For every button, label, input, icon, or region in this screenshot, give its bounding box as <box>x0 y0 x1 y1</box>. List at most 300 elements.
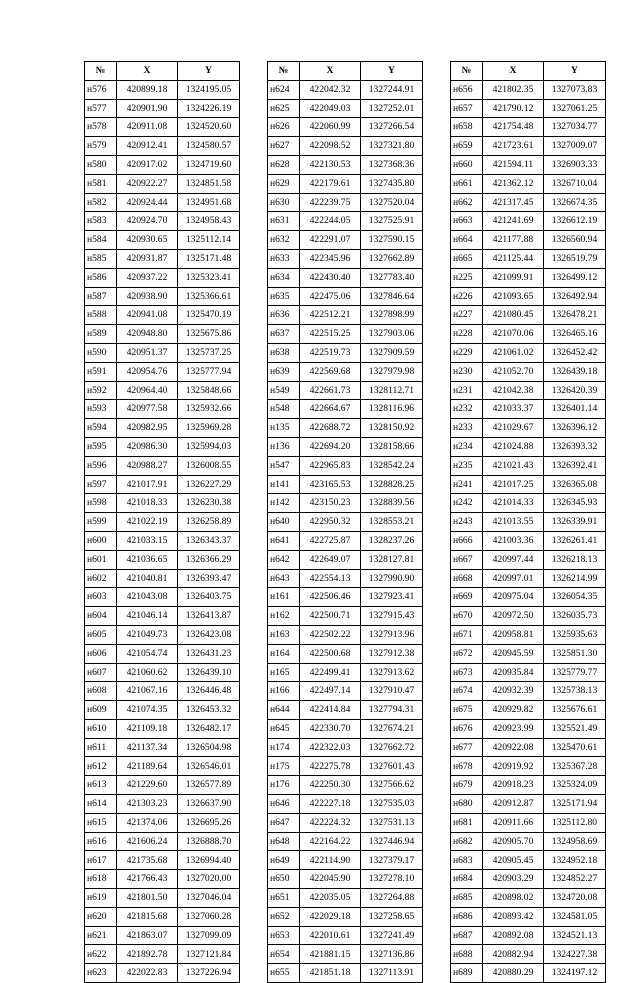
x-coordinate-cell: 420986.30 <box>117 437 178 456</box>
y-coordinate-cell: 1326345.93 <box>544 494 606 513</box>
y-coordinate-cell: 1326423.08 <box>178 625 240 644</box>
x-coordinate-cell: 420892.08 <box>483 926 544 945</box>
table-row <box>85 475 240 494</box>
y-coordinate-cell: 1328112.71 <box>361 381 423 400</box>
y-coordinate-cell: 1326637.90 <box>178 795 240 814</box>
table-header-row <box>268 62 423 81</box>
x-coordinate-cell: 421303.23 <box>117 795 178 814</box>
point-number-cell: н633 <box>268 249 300 268</box>
y-coordinate-cell: 1324195.05 <box>178 80 240 99</box>
x-coordinate-cell: 422515.25 <box>300 325 361 344</box>
y-coordinate-cell: 1325367.28 <box>544 757 606 776</box>
y-coordinate-cell: 1325112.80 <box>544 813 606 832</box>
y-coordinate-cell: 1327046.04 <box>178 889 240 908</box>
point-number-cell: н621 <box>85 926 117 945</box>
header-x: X <box>117 62 178 81</box>
point-number-cell: н644 <box>268 701 300 720</box>
table-row <box>268 926 423 945</box>
point-number-cell: н672 <box>451 644 483 663</box>
table-row <box>85 494 240 513</box>
x-coordinate-cell: 421241.69 <box>483 212 544 231</box>
x-coordinate-cell: 422045.90 <box>300 870 361 889</box>
point-number-cell: н678 <box>451 757 483 776</box>
table-row <box>451 475 606 494</box>
table-row <box>268 663 423 682</box>
x-coordinate-cell: 420922.08 <box>483 738 544 757</box>
table-row <box>451 738 606 757</box>
y-coordinate-cell: 1327912.38 <box>361 644 423 663</box>
y-coordinate-cell: 1326465.16 <box>544 325 606 344</box>
point-number-cell: н142 <box>268 494 300 513</box>
header-x: X <box>300 62 361 81</box>
point-number-cell: н598 <box>85 494 117 513</box>
table-row <box>85 719 240 738</box>
table-row <box>268 531 423 550</box>
point-number-cell: н232 <box>451 400 483 419</box>
table-row <box>268 155 423 174</box>
y-coordinate-cell: 1327674.21 <box>361 719 423 738</box>
x-coordinate-cell: 421036.65 <box>117 550 178 569</box>
x-coordinate-cell: 421022.19 <box>117 513 178 532</box>
point-number-cell: н615 <box>85 813 117 832</box>
x-coordinate-cell: 421766.43 <box>117 870 178 889</box>
point-number-cell: н646 <box>268 795 300 814</box>
point-number-cell: н670 <box>451 607 483 626</box>
table-row <box>85 531 240 550</box>
x-coordinate-cell: 421017.91 <box>117 475 178 494</box>
table-row <box>451 644 606 663</box>
table-row <box>268 137 423 156</box>
table-row <box>451 964 606 983</box>
y-coordinate-cell: 1326261.41 <box>544 531 606 550</box>
x-coordinate-cell: 422512.21 <box>300 306 361 325</box>
point-number-cell: н585 <box>85 249 117 268</box>
x-coordinate-cell: 422322.03 <box>300 738 361 757</box>
y-coordinate-cell: 1327662.89 <box>361 249 423 268</box>
point-number-cell: н683 <box>451 851 483 870</box>
point-number-cell: н624 <box>268 80 300 99</box>
point-number-cell: н619 <box>85 889 117 908</box>
table-row <box>268 776 423 795</box>
x-coordinate-cell: 422291.07 <box>300 231 361 250</box>
x-coordinate-cell: 420935.84 <box>483 663 544 682</box>
table-row <box>268 625 423 644</box>
y-coordinate-cell: 1326396.12 <box>544 419 606 438</box>
y-coordinate-cell: 1325851.30 <box>544 644 606 663</box>
y-coordinate-cell: 1325676.61 <box>544 701 606 720</box>
x-coordinate-cell: 422010.61 <box>300 926 361 945</box>
point-number-cell: н643 <box>268 569 300 588</box>
x-coordinate-cell: 422500.68 <box>300 644 361 663</box>
table-row <box>268 475 423 494</box>
y-coordinate-cell: 1324720.08 <box>544 889 606 908</box>
y-coordinate-cell: 1326504.98 <box>178 738 240 757</box>
table-row <box>85 625 240 644</box>
y-coordinate-cell: 1325737.25 <box>178 343 240 362</box>
y-coordinate-cell: 1327846.64 <box>361 287 423 306</box>
x-coordinate-cell: 421018.33 <box>117 494 178 513</box>
point-number-cell: н175 <box>268 757 300 776</box>
table-row <box>451 926 606 945</box>
x-coordinate-cell: 421723.61 <box>483 137 544 156</box>
x-coordinate-cell: 420919.92 <box>483 757 544 776</box>
table-row <box>451 494 606 513</box>
x-coordinate-cell: 420924.70 <box>117 212 178 231</box>
x-coordinate-cell: 422725.87 <box>300 531 361 550</box>
y-coordinate-cell: 1327258.65 <box>361 907 423 926</box>
x-coordinate-cell: 421046.14 <box>117 607 178 626</box>
y-coordinate-cell: 1325112.14 <box>178 231 240 250</box>
x-coordinate-cell: 421080.45 <box>483 306 544 325</box>
x-coordinate-cell: 422569.68 <box>300 362 361 381</box>
x-coordinate-cell: 420951.37 <box>117 343 178 362</box>
point-number-cell: н661 <box>451 174 483 193</box>
table-row <box>85 644 240 663</box>
y-coordinate-cell: 1327121.84 <box>178 945 240 964</box>
table-body <box>85 80 240 982</box>
point-number-cell: н677 <box>451 738 483 757</box>
point-number-cell: н634 <box>268 268 300 287</box>
x-coordinate-cell: 420988.27 <box>117 456 178 475</box>
point-number-cell: н687 <box>451 926 483 945</box>
x-coordinate-cell: 422042.32 <box>300 80 361 99</box>
table-row <box>268 607 423 626</box>
point-number-cell: н549 <box>268 381 300 400</box>
y-coordinate-cell: 1326439.18 <box>544 362 606 381</box>
point-number-cell: н592 <box>85 381 117 400</box>
point-number-cell: н614 <box>85 795 117 814</box>
table-row <box>451 456 606 475</box>
y-coordinate-cell: 1327113.91 <box>361 964 423 983</box>
y-coordinate-cell: 1326401.14 <box>544 400 606 419</box>
y-coordinate-cell: 1327252.01 <box>361 99 423 118</box>
point-number-cell: н243 <box>451 513 483 532</box>
point-number-cell: н241 <box>451 475 483 494</box>
x-coordinate-cell: 421043.08 <box>117 588 178 607</box>
y-coordinate-cell: 1327368.36 <box>361 155 423 174</box>
x-coordinate-cell: 421014.33 <box>483 494 544 513</box>
x-coordinate-cell: 422500.71 <box>300 607 361 626</box>
point-number-cell: н662 <box>451 193 483 212</box>
point-number-cell: н667 <box>451 550 483 569</box>
y-coordinate-cell: 1327915.43 <box>361 607 423 626</box>
x-coordinate-cell: 421802.35 <box>483 80 544 99</box>
y-coordinate-cell: 1326888.70 <box>178 832 240 851</box>
point-number-cell: н647 <box>268 813 300 832</box>
table-row <box>85 513 240 532</box>
point-number-cell: н658 <box>451 118 483 137</box>
y-coordinate-cell: 1326478.21 <box>544 306 606 325</box>
table-row <box>451 381 606 400</box>
x-coordinate-cell: 421070.06 <box>483 325 544 344</box>
table-row <box>451 437 606 456</box>
table-row <box>85 588 240 607</box>
point-number-cell: н650 <box>268 870 300 889</box>
y-coordinate-cell: 1327264.88 <box>361 889 423 908</box>
table-row <box>451 682 606 701</box>
point-number-cell: н680 <box>451 795 483 814</box>
table-row <box>268 945 423 964</box>
point-number-cell: н682 <box>451 832 483 851</box>
x-coordinate-cell: 421049.73 <box>117 625 178 644</box>
x-coordinate-cell: 421863.07 <box>117 926 178 945</box>
y-coordinate-cell: 1328150.92 <box>361 419 423 438</box>
y-coordinate-cell: 1326439.10 <box>178 663 240 682</box>
x-coordinate-cell: 422965.83 <box>300 456 361 475</box>
point-number-cell: н164 <box>268 644 300 663</box>
table-row <box>451 287 606 306</box>
x-coordinate-cell: 422114.90 <box>300 851 361 870</box>
table-row <box>451 776 606 795</box>
y-coordinate-cell: 1326994.40 <box>178 851 240 870</box>
x-coordinate-cell: 422475.06 <box>300 287 361 306</box>
x-coordinate-cell: 420917.02 <box>117 155 178 174</box>
x-coordinate-cell: 420938.90 <box>117 287 178 306</box>
table-row <box>268 231 423 250</box>
y-coordinate-cell: 1327061.25 <box>544 99 606 118</box>
point-number-cell: н606 <box>85 644 117 663</box>
table-row <box>451 907 606 926</box>
point-number-cell: н639 <box>268 362 300 381</box>
y-coordinate-cell: 1326612.19 <box>544 212 606 231</box>
table-row <box>85 870 240 889</box>
point-number-cell: н613 <box>85 776 117 795</box>
table-row <box>268 456 423 475</box>
x-coordinate-cell: 420912.87 <box>483 795 544 814</box>
table-row <box>268 193 423 212</box>
y-coordinate-cell: 1324227.38 <box>544 945 606 964</box>
y-coordinate-cell: 1327566.62 <box>361 776 423 795</box>
table-row <box>451 607 606 626</box>
x-coordinate-cell: 422502.22 <box>300 625 361 644</box>
y-coordinate-cell: 1324852.27 <box>544 870 606 889</box>
table-row <box>268 550 423 569</box>
x-coordinate-cell: 421024.88 <box>483 437 544 456</box>
y-coordinate-cell: 1324580.57 <box>178 137 240 156</box>
table-row <box>85 381 240 400</box>
y-coordinate-cell: 1325738.13 <box>544 682 606 701</box>
point-number-cell: н659 <box>451 137 483 156</box>
point-number-cell: н618 <box>85 870 117 889</box>
table-row <box>85 926 240 945</box>
table-body <box>268 80 423 982</box>
y-coordinate-cell: 1326214.99 <box>544 569 606 588</box>
y-coordinate-cell: 1327898.99 <box>361 306 423 325</box>
y-coordinate-cell: 1325366.61 <box>178 287 240 306</box>
x-coordinate-cell: 422506.46 <box>300 588 361 607</box>
x-coordinate-cell: 422414.84 <box>300 701 361 720</box>
table-row <box>85 437 240 456</box>
coordinates-table-3 <box>450 61 606 983</box>
x-coordinate-cell: 422649.07 <box>300 550 361 569</box>
point-number-cell: н671 <box>451 625 483 644</box>
point-number-cell: н668 <box>451 569 483 588</box>
table-row <box>451 343 606 362</box>
y-coordinate-cell: 1326674.35 <box>544 193 606 212</box>
table-row <box>268 738 423 757</box>
table-row <box>451 419 606 438</box>
y-coordinate-cell: 1327923.41 <box>361 588 423 607</box>
point-number-cell: н242 <box>451 494 483 513</box>
x-coordinate-cell: 420937.22 <box>117 268 178 287</box>
x-coordinate-cell: 421054.74 <box>117 644 178 663</box>
header-number: № <box>451 62 483 81</box>
x-coordinate-cell: 421093.65 <box>483 287 544 306</box>
point-number-cell: н649 <box>268 851 300 870</box>
point-number-cell: н654 <box>268 945 300 964</box>
x-coordinate-cell: 421052.70 <box>483 362 544 381</box>
x-coordinate-cell: 422497.14 <box>300 682 361 701</box>
x-coordinate-cell: 420975.04 <box>483 588 544 607</box>
x-coordinate-cell: 421033.15 <box>117 531 178 550</box>
y-coordinate-cell: 1325171.48 <box>178 249 240 268</box>
table-row <box>85 569 240 588</box>
y-coordinate-cell: 1327913.62 <box>361 663 423 682</box>
point-number-cell: н665 <box>451 249 483 268</box>
point-number-cell: н231 <box>451 381 483 400</box>
coordinates-table-1 <box>84 61 240 983</box>
y-coordinate-cell: 1325675.86 <box>178 325 240 344</box>
header-y: Y <box>178 62 240 81</box>
point-number-cell: н607 <box>85 663 117 682</box>
x-coordinate-cell: 421137.34 <box>117 738 178 757</box>
table-row <box>268 719 423 738</box>
point-number-cell: н622 <box>85 945 117 964</box>
table-row <box>85 795 240 814</box>
table-row <box>85 306 240 325</box>
x-coordinate-cell: 421003.36 <box>483 531 544 550</box>
x-coordinate-cell: 420977.58 <box>117 400 178 419</box>
x-coordinate-cell: 422499.41 <box>300 663 361 682</box>
y-coordinate-cell: 1327531.13 <box>361 813 423 832</box>
y-coordinate-cell: 1326218.13 <box>544 550 606 569</box>
y-coordinate-cell: 1326560.94 <box>544 231 606 250</box>
y-coordinate-cell: 1328839.56 <box>361 494 423 513</box>
point-number-cell: н620 <box>85 907 117 926</box>
point-number-cell: н636 <box>268 306 300 325</box>
y-coordinate-cell: 1326413.87 <box>178 607 240 626</box>
table-row <box>451 193 606 212</box>
x-coordinate-cell: 421099.91 <box>483 268 544 287</box>
y-coordinate-cell: 1324520.60 <box>178 118 240 137</box>
y-coordinate-cell: 1324521.13 <box>544 926 606 945</box>
point-number-cell: н640 <box>268 513 300 532</box>
y-coordinate-cell: 1326577.89 <box>178 776 240 795</box>
x-coordinate-cell: 421606.24 <box>117 832 178 851</box>
table-row <box>268 287 423 306</box>
y-coordinate-cell: 1325848.66 <box>178 381 240 400</box>
y-coordinate-cell: 1325521.49 <box>544 719 606 738</box>
point-number-cell: н595 <box>85 437 117 456</box>
y-coordinate-cell: 1327379.17 <box>361 851 423 870</box>
x-coordinate-cell: 422664.67 <box>300 400 361 419</box>
table-row <box>85 268 240 287</box>
y-coordinate-cell: 1327244.91 <box>361 80 423 99</box>
y-coordinate-cell: 1327009.07 <box>544 137 606 156</box>
table-row <box>85 137 240 156</box>
table-row <box>85 776 240 795</box>
y-coordinate-cell: 1327435.80 <box>361 174 423 193</box>
x-coordinate-cell: 421040.81 <box>117 569 178 588</box>
table-row <box>268 682 423 701</box>
table-row <box>85 682 240 701</box>
header-number: № <box>85 62 117 81</box>
table-row <box>268 325 423 344</box>
table-row <box>85 155 240 174</box>
x-coordinate-cell: 421042.38 <box>483 381 544 400</box>
table-row <box>451 306 606 325</box>
point-number-cell: н547 <box>268 456 300 475</box>
y-coordinate-cell: 1324958.69 <box>544 832 606 851</box>
point-number-cell: н578 <box>85 118 117 137</box>
table-row <box>268 795 423 814</box>
point-number-cell: н629 <box>268 174 300 193</box>
y-coordinate-cell: 1324581.05 <box>544 907 606 926</box>
y-coordinate-cell: 1325171.94 <box>544 795 606 814</box>
table-row <box>85 832 240 851</box>
x-coordinate-cell: 420972.50 <box>483 607 544 626</box>
y-coordinate-cell: 1326519.79 <box>544 249 606 268</box>
y-coordinate-cell: 1327783.40 <box>361 268 423 287</box>
y-coordinate-cell: 1327662.72 <box>361 738 423 757</box>
table-row <box>268 870 423 889</box>
point-number-cell: н577 <box>85 99 117 118</box>
table-row <box>451 701 606 720</box>
table-row <box>268 569 423 588</box>
y-coordinate-cell: 1325969.28 <box>178 419 240 438</box>
y-coordinate-cell: 1327034.77 <box>544 118 606 137</box>
table-row <box>268 964 423 983</box>
table-row <box>85 325 240 344</box>
x-coordinate-cell: 421109.18 <box>117 719 178 738</box>
x-coordinate-cell: 422330.70 <box>300 719 361 738</box>
table-row <box>451 118 606 137</box>
table-row <box>268 268 423 287</box>
point-number-cell: н685 <box>451 889 483 908</box>
y-coordinate-cell: 1325470.61 <box>544 738 606 757</box>
table-row <box>451 362 606 381</box>
x-coordinate-cell: 421815.68 <box>117 907 178 926</box>
y-coordinate-cell: 1326695.26 <box>178 813 240 832</box>
point-number-cell: н584 <box>85 231 117 250</box>
y-coordinate-cell: 1328542.24 <box>361 456 423 475</box>
table-row <box>268 813 423 832</box>
y-coordinate-cell: 1327794.31 <box>361 701 423 720</box>
point-number-cell: н631 <box>268 212 300 231</box>
x-coordinate-cell: 421189.64 <box>117 757 178 776</box>
point-number-cell: н136 <box>268 437 300 456</box>
table-row <box>451 813 606 832</box>
table-row <box>85 99 240 118</box>
point-number-cell: н637 <box>268 325 300 344</box>
y-coordinate-cell: 1326420.39 <box>544 381 606 400</box>
point-number-cell: н611 <box>85 738 117 757</box>
y-coordinate-cell: 1327241.49 <box>361 926 423 945</box>
x-coordinate-cell: 420905.70 <box>483 832 544 851</box>
point-number-cell: н163 <box>268 625 300 644</box>
x-coordinate-cell: 420997.44 <box>483 550 544 569</box>
point-number-cell: н589 <box>85 325 117 344</box>
point-number-cell: н548 <box>268 400 300 419</box>
point-number-cell: н663 <box>451 212 483 231</box>
x-coordinate-cell: 422694.20 <box>300 437 361 456</box>
point-number-cell: н590 <box>85 343 117 362</box>
y-coordinate-cell: 1326903.33 <box>544 155 606 174</box>
table-row <box>268 118 423 137</box>
point-number-cell: н660 <box>451 155 483 174</box>
table-row <box>268 80 423 99</box>
point-number-cell: н586 <box>85 268 117 287</box>
